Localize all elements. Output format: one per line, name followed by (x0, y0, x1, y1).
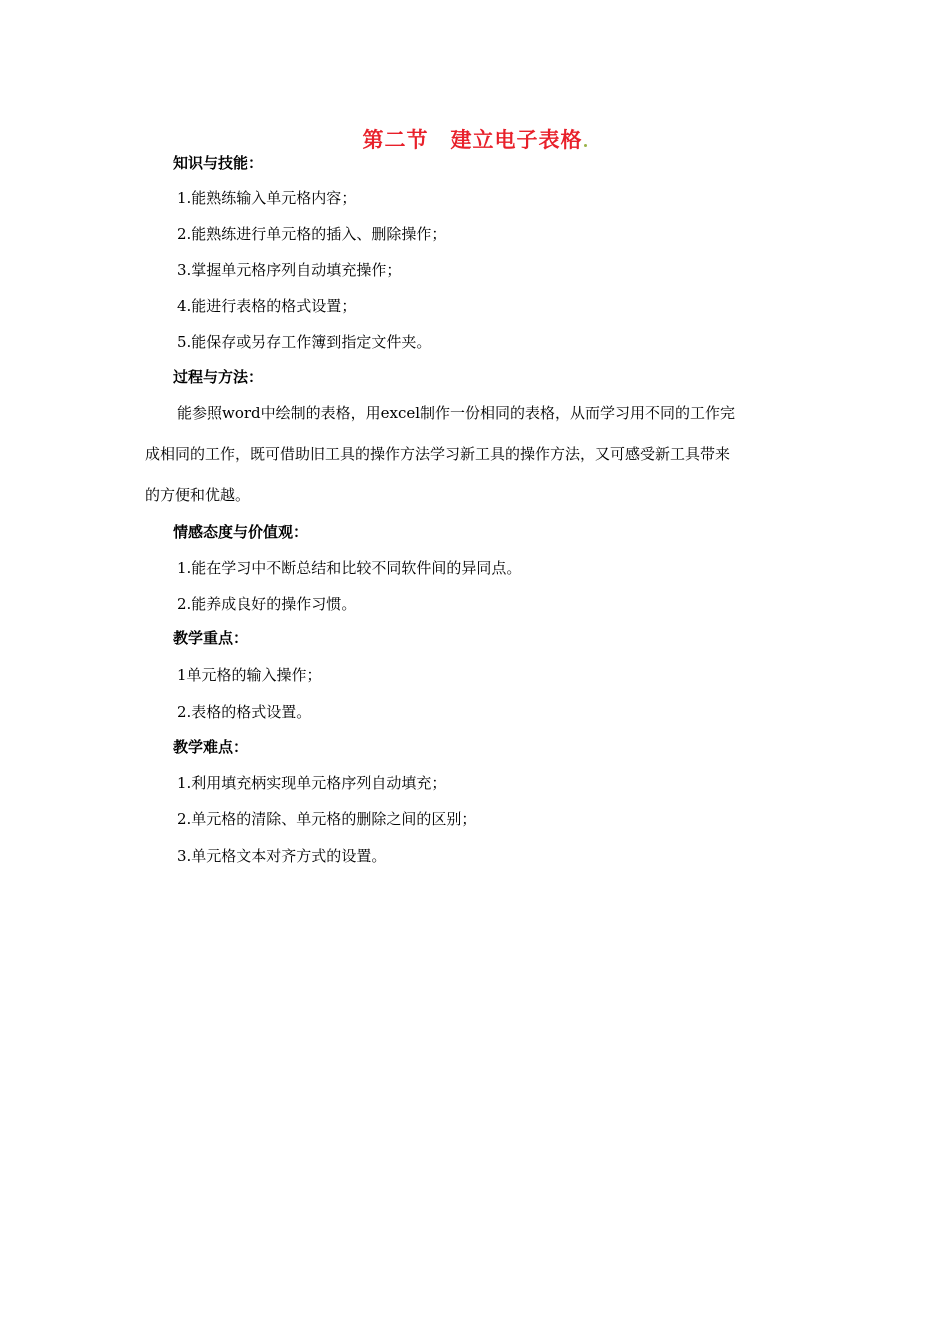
paragraph-line: 能参照word中绘制的表格，用excel制作一份相同的表格，从而学习用不同的工作完 (177, 404, 736, 422)
list-item: 1.能在学习中不断总结和比较不同软件间的异同点。 (177, 559, 522, 577)
list-item: 2.能养成良好的操作习惯。 (177, 595, 357, 613)
heading-process-method: 过程与方法： (173, 368, 264, 386)
list-item: 2.能熟练进行单元格的插入、删除操作； (177, 225, 447, 243)
list-item: 2.单元格的清除、单元格的删除之间的区别； (177, 810, 477, 828)
list-item: 1单元格的输入操作； (177, 666, 322, 684)
paragraph-line: 成相同的工作，既可借助旧工具的操作方法学习新工具的操作方法，又可感受新工具带来 (145, 445, 731, 463)
list-item: 5.能保存或另存工作簿到指定文件夹。 (177, 333, 432, 351)
heading-attitude-values: 情感态度与价值观： (173, 523, 309, 541)
paragraph-line: 的方便和优越。 (145, 486, 251, 504)
document-title (0, 124, 950, 154)
list-item: 1.利用填充柄实现单元格序列自动填充； (177, 774, 447, 792)
heading-knowledge-skills: 知识与技能： (173, 154, 264, 172)
title-section-number: 第二节 (362, 128, 429, 152)
list-item: 1.能熟练输入单元格内容； (177, 189, 357, 207)
list-item: 4.能进行表格的格式设置； (177, 297, 357, 315)
heading-teaching-key-points: 教学重点： (173, 629, 249, 647)
list-item: 3.掌握单元格序列自动填充操作； (177, 261, 402, 279)
editing-mark-dot (584, 144, 587, 147)
list-item: 2.表格的格式设置。 (177, 703, 312, 721)
heading-teaching-difficulties: 教学难点： (173, 738, 249, 756)
list-item: 3.单元格文本对齐方式的设置。 (177, 847, 387, 865)
title-text: 建立电子表格 (450, 128, 583, 152)
